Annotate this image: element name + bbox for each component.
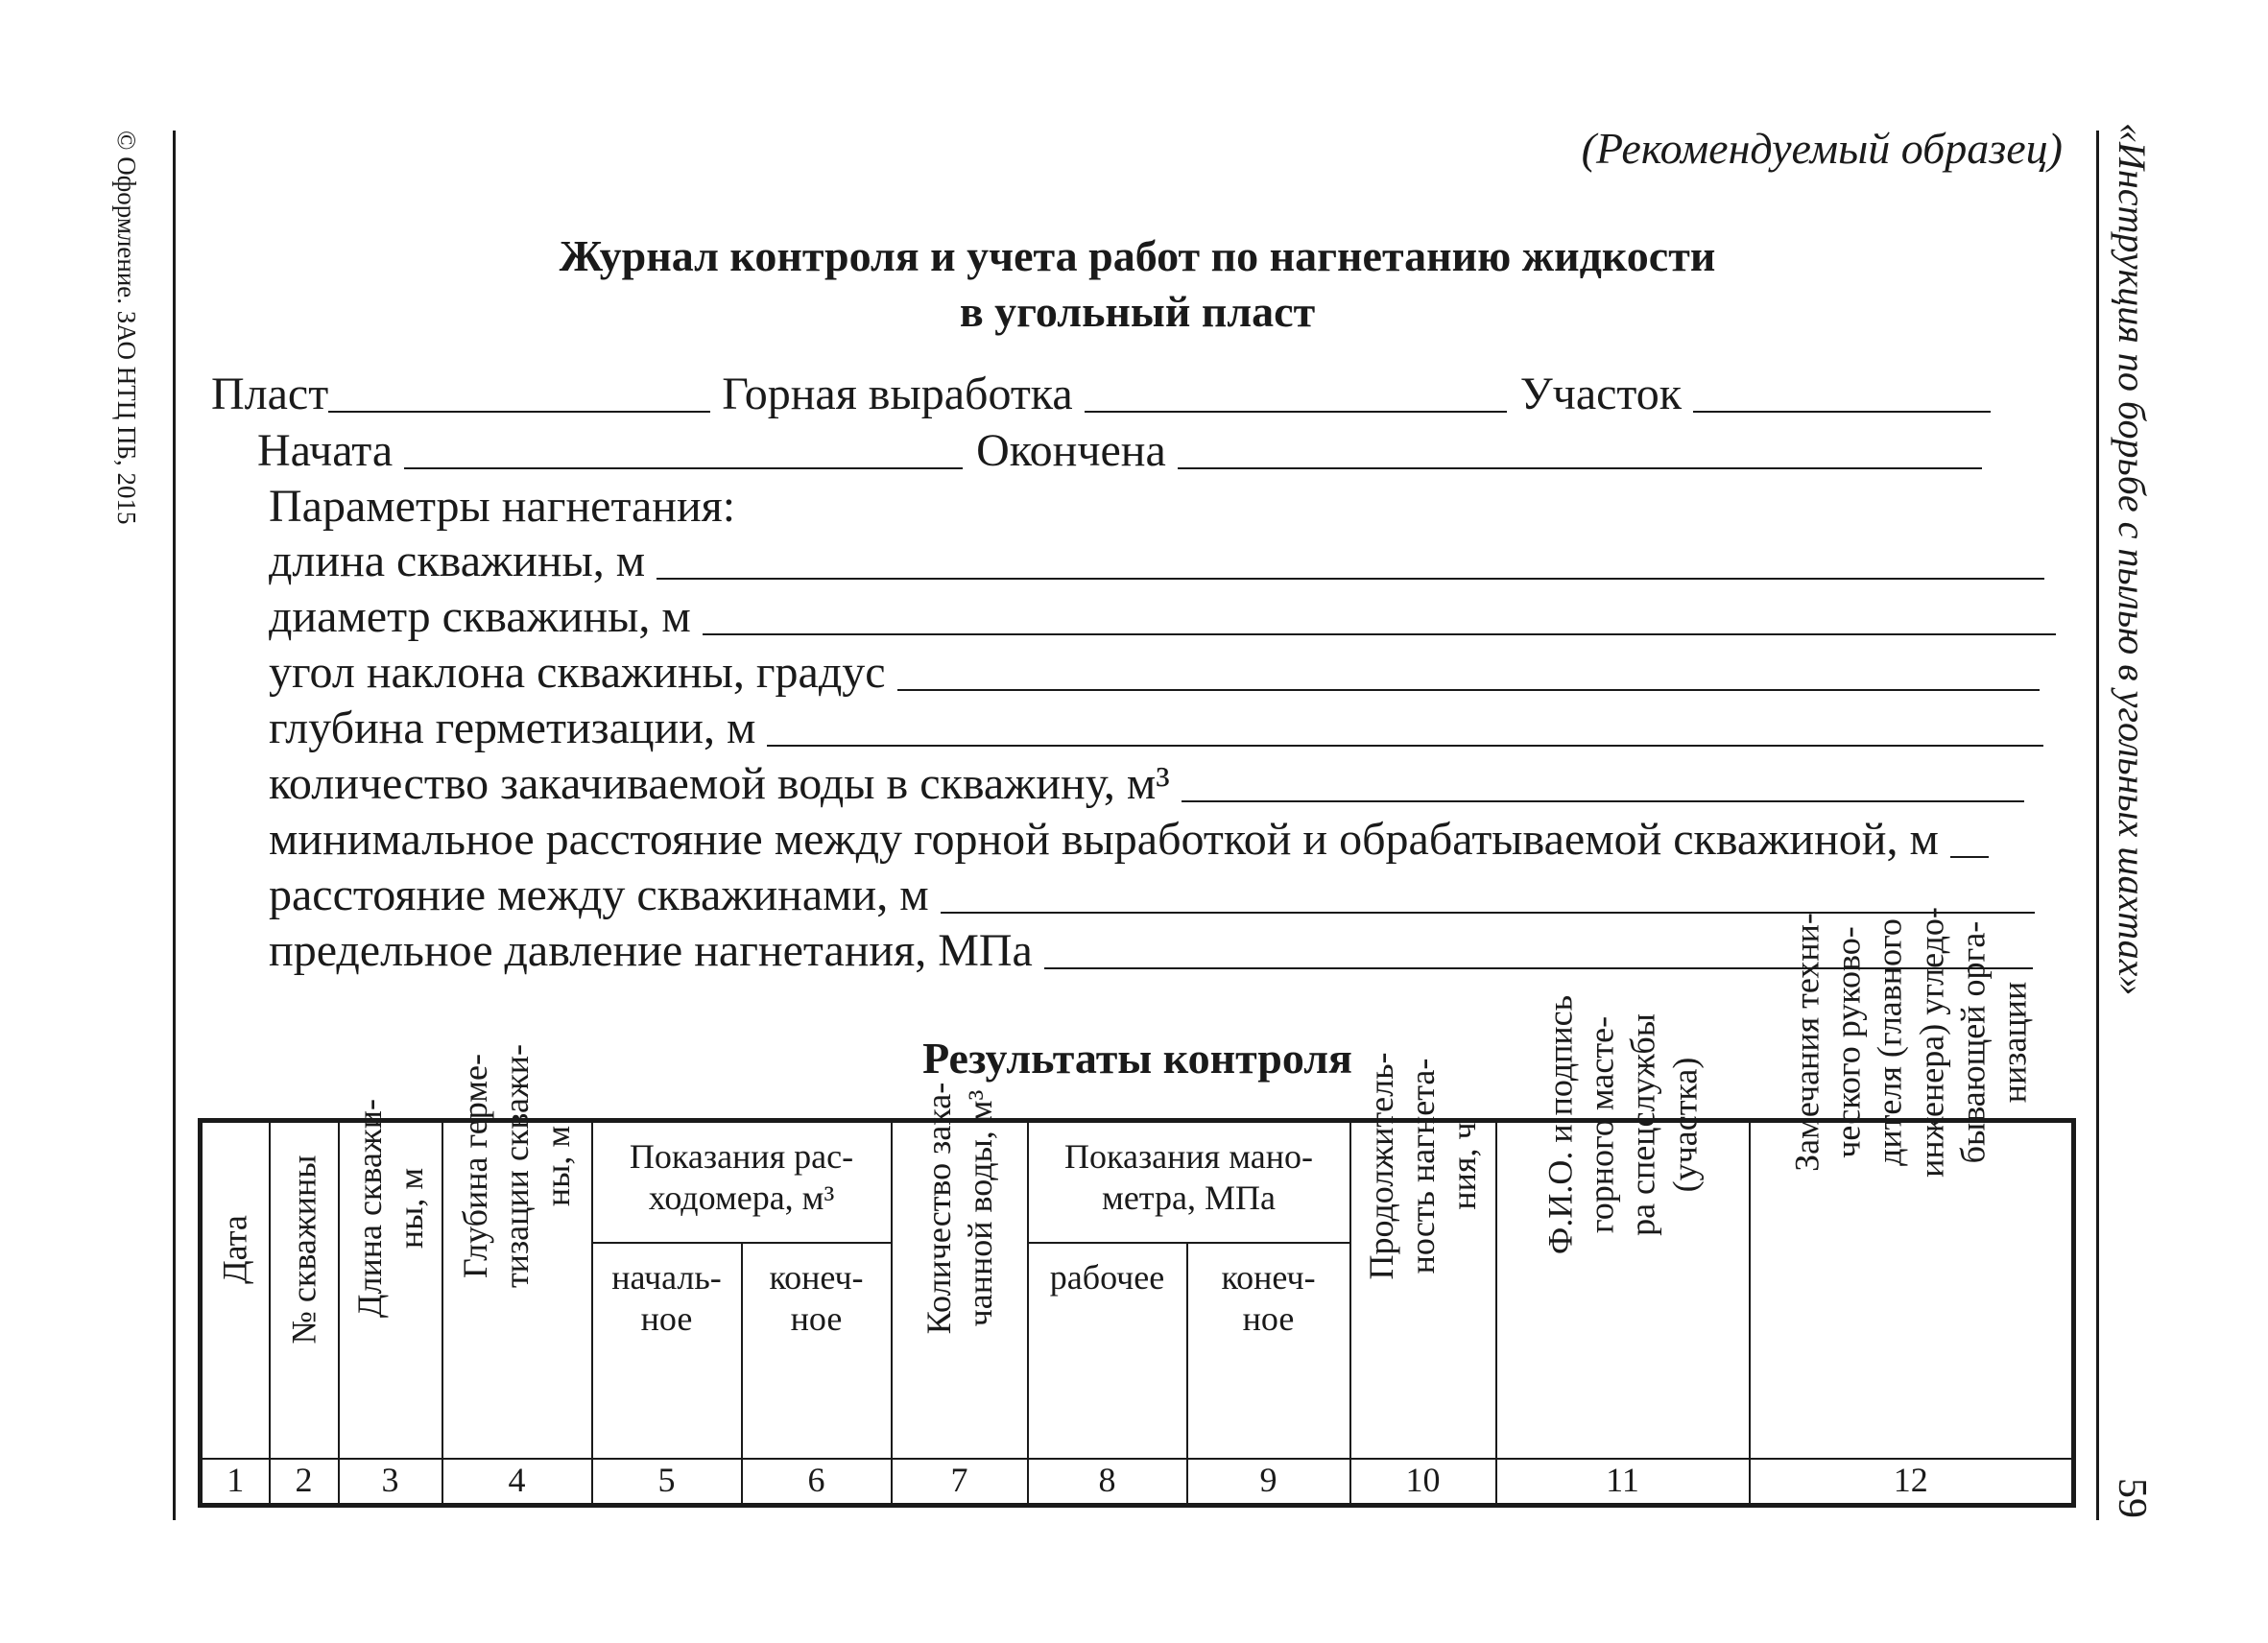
param-label: предельное давление нагнетания, МПа bbox=[269, 925, 1033, 976]
header-flow-end-text: конеч- ное bbox=[769, 1257, 864, 1338]
started-blank bbox=[404, 467, 963, 469]
header-remarks bbox=[1750, 906, 2074, 1460]
col-number: 6 bbox=[742, 1459, 892, 1505]
param-well-length bbox=[269, 535, 2044, 588]
field-row-dates bbox=[257, 424, 1982, 478]
param-blank bbox=[703, 633, 2056, 635]
header-well-length bbox=[339, 1098, 442, 1460]
copyright-note: © Оформление. ЗАО НТЦ ПБ, 2015 bbox=[112, 131, 141, 525]
header-remarks-text: Замечания техни- ческого руково- дителя (главного инженера) угледо- бывающей орга- низации bbox=[1787, 906, 2034, 1178]
header-flow-start-text: началь- ное bbox=[611, 1257, 722, 1338]
param-label: диаметр скважины, м bbox=[269, 591, 691, 642]
finished-blank bbox=[1178, 467, 1982, 469]
section-label: Участок bbox=[1519, 369, 1683, 419]
header-flow-start bbox=[592, 1243, 742, 1459]
col-number: 4 bbox=[442, 1459, 592, 1505]
col-number: 7 bbox=[892, 1459, 1028, 1505]
plast-blank bbox=[328, 411, 710, 413]
params-heading-text: Параметры нагнетания: bbox=[269, 481, 736, 532]
param-label: минимальное расстояние между горной выработкой и обрабатываемой скважиной, м bbox=[269, 814, 1939, 865]
results-title: Результаты контроля bbox=[922, 1034, 1352, 1083]
param-min-distance bbox=[269, 813, 1989, 867]
param-well-angle bbox=[269, 646, 2040, 700]
header-pressure-group-text: Показания мано- метра, МПа bbox=[1064, 1137, 1313, 1218]
col-number: 12 bbox=[1750, 1459, 2074, 1505]
header-well-no-text: № скважины bbox=[283, 1155, 322, 1345]
col-number: 1 bbox=[201, 1459, 270, 1505]
param-blank bbox=[767, 745, 2043, 747]
param-label: угол наклона скважины, градус bbox=[269, 647, 886, 698]
header-well-length-text: Длина скважи- ны, м bbox=[349, 1098, 430, 1318]
param-well-diameter bbox=[269, 590, 2056, 644]
started-label: Начата bbox=[257, 425, 394, 476]
left-margin-rule bbox=[173, 131, 176, 1520]
param-label: длина скважины, м bbox=[269, 536, 646, 586]
header-pressure-work-text: рабочее bbox=[1049, 1257, 1165, 1297]
param-max-pressure bbox=[269, 924, 2033, 978]
book-title: «Инструкция по борьбе с пылью в угольных шахтах» bbox=[2111, 123, 2154, 996]
header-pressure-end-text: конеч- ное bbox=[1221, 1257, 1316, 1338]
header-date-text: Дата bbox=[215, 1214, 254, 1284]
param-label: расстояние между скважинами, м bbox=[269, 869, 929, 920]
header-pressure-group bbox=[1028, 1121, 1350, 1243]
header-date bbox=[201, 1121, 270, 1460]
finished-label: Окончена bbox=[976, 425, 1166, 476]
param-blank bbox=[1950, 856, 1989, 858]
param-blank bbox=[897, 689, 2040, 691]
right-margin-rule bbox=[2096, 131, 2099, 1520]
journal-title-line1: Журнал контроля и учета работ по нагнетанию жидкости bbox=[559, 231, 1716, 280]
param-blank bbox=[657, 578, 2044, 580]
section-blank bbox=[1693, 411, 1991, 413]
col-number: 8 bbox=[1028, 1459, 1187, 1505]
param-seal-depth bbox=[269, 702, 2043, 755]
param-blank bbox=[1182, 800, 2024, 802]
header-flow-end bbox=[742, 1243, 892, 1459]
header-flow-group bbox=[592, 1121, 892, 1243]
page-number: 59 bbox=[2110, 1478, 2154, 1518]
header-pressure-end bbox=[1187, 1243, 1350, 1459]
header-seal-depth bbox=[442, 1044, 592, 1460]
col-number: 5 bbox=[592, 1459, 742, 1505]
col-number: 2 bbox=[270, 1459, 339, 1505]
recommended-sample-label: (Рекомендуемый образец) bbox=[1581, 124, 2063, 173]
col-number: 3 bbox=[339, 1459, 442, 1505]
header-well-no bbox=[270, 1121, 339, 1460]
param-label: количество закачиваемой воды в скважину, м³ bbox=[269, 758, 1170, 809]
header-master-text: Ф.И.О. и подпись горного масте- ра спецслужбы (участка) bbox=[1540, 995, 1704, 1255]
mine-working-blank bbox=[1085, 411, 1507, 413]
param-label: глубина герметизации, м bbox=[269, 702, 756, 753]
header-master bbox=[1496, 995, 1750, 1460]
col-number: 9 bbox=[1187, 1459, 1350, 1505]
plast-label: Пласт bbox=[211, 369, 329, 419]
header-water-amount-text: Количество зака- чанной воды, м³ bbox=[919, 1082, 999, 1334]
mine-working-label: Горная выработка bbox=[722, 369, 1073, 419]
header-pressure-work bbox=[1028, 1243, 1187, 1459]
field-row-plast bbox=[211, 368, 1991, 421]
param-well-spacing bbox=[269, 869, 2035, 922]
param-water-amount bbox=[269, 757, 2024, 811]
col-number: 11 bbox=[1496, 1459, 1750, 1505]
params-heading bbox=[269, 480, 735, 534]
header-water-amount bbox=[892, 1082, 1028, 1460]
header-duration-text: Продолжитель- ность нагнета- ния, ч bbox=[1361, 1052, 1484, 1280]
col-number: 10 bbox=[1350, 1459, 1496, 1505]
header-duration bbox=[1350, 1052, 1496, 1460]
header-flow-group-text: Показания рас- ходомера, м³ bbox=[629, 1137, 854, 1218]
header-seal-depth-text: Глубина герме- тизации скважи- ны, м bbox=[455, 1044, 578, 1289]
journal-title-line2: в угольный пласт bbox=[959, 287, 1316, 336]
